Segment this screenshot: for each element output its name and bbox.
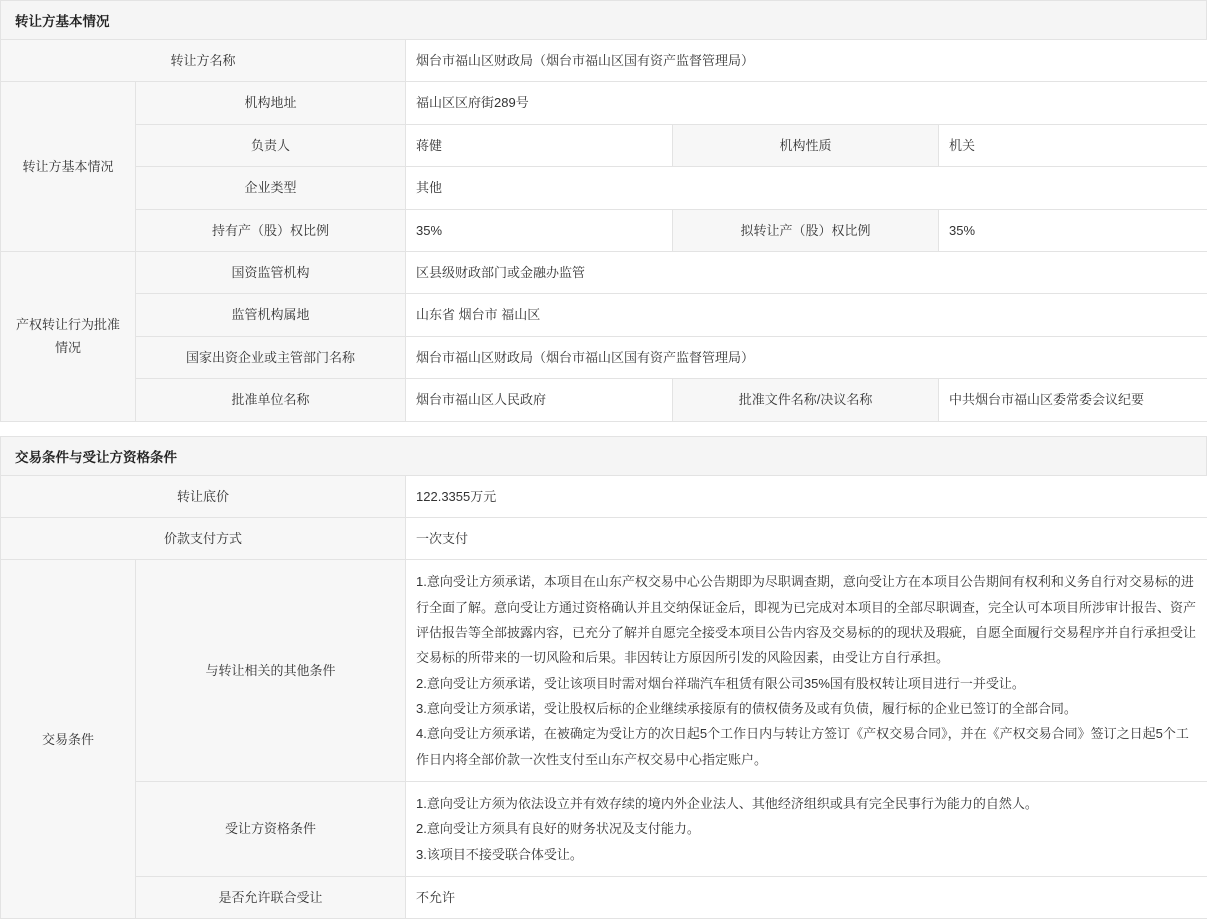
other-conditions-label: 与转让相关的其他条件 <box>136 560 406 782</box>
hold-ratio-label: 持有产（股）权比例 <box>136 209 406 251</box>
section-header-transferor: 转让方基本情况 <box>0 0 1207 39</box>
state-supervisor-label: 国资监管机构 <box>136 251 406 293</box>
table-row <box>1 877 1207 919</box>
condition-item: 4.意向受让方须承诺，在被确定为受让方的次日起5个工作日内与转让方签订《产权交易合同》，并在《产权交易合同》签订之日起5个工作日内将全部价款一次性支付至山东产权交易中心指定账户。 <box>416 721 1197 772</box>
trade-conditions-table <box>0 475 1207 919</box>
hold-ratio-value: 35% <box>406 209 673 251</box>
table-row <box>1 209 1207 251</box>
group-transferor-basic: 转让方基本情况 <box>1 82 136 252</box>
table-row <box>1 517 1207 559</box>
org-address-label: 机构地址 <box>136 82 406 124</box>
transferor-name-label: 转让方名称 <box>1 40 406 82</box>
section-header-trade-conditions: 交易条件与受让方资格条件 <box>0 436 1207 475</box>
enterprise-type-value: 其他 <box>406 167 1207 209</box>
qualification-value <box>406 782 1207 877</box>
table-row <box>1 336 1207 378</box>
approval-doc-label: 批准文件名称/决议名称 <box>673 379 939 421</box>
group-approval-status: 产权转让行为批准情况 <box>1 251 136 421</box>
principal-label: 负责人 <box>136 124 406 166</box>
enterprise-type-label: 企业类型 <box>136 167 406 209</box>
supervisor-area-value: 山东省 烟台市 福山区 <box>406 294 1207 336</box>
approval-doc-value: 中共烟台市福山区委常委会议纪要 <box>939 379 1207 421</box>
qualification-item: 2.意向受让方须具有良好的财务状况及支付能力。 <box>416 816 1197 841</box>
table-row <box>1 294 1207 336</box>
table-row <box>1 475 1207 517</box>
org-nature-label: 机构性质 <box>673 124 939 166</box>
joint-transfer-value: 不允许 <box>406 877 1207 919</box>
org-nature-value: 机关 <box>939 124 1207 166</box>
table-row <box>1 167 1207 209</box>
table-row <box>1 40 1207 82</box>
state-supervisor-value: 区县级财政部门或金融办监管 <box>406 251 1207 293</box>
approval-unit-value: 烟台市福山区人民政府 <box>406 379 673 421</box>
approval-unit-label: 批准单位名称 <box>136 379 406 421</box>
table-row <box>1 251 1207 293</box>
condition-item: 2.意向受让方须承诺，受让该项目时需对烟台祥瑞汽车租赁有限公司35%国有股权转让项目进行一并受让。 <box>416 671 1197 696</box>
base-price-value: 122.3355万元 <box>406 475 1207 517</box>
table-row <box>1 82 1207 124</box>
condition-item: 3.意向受让方须承诺，受让股权后标的企业继续承接原有的债权债务及或有负债，履行标的企业已签订的全部合同。 <box>416 696 1197 721</box>
state-enterprise-label: 国家出资企业或主管部门名称 <box>136 336 406 378</box>
payment-method-label: 价款支付方式 <box>1 517 406 559</box>
condition-item: 1.意向受让方须承诺，本项目在山东产权交易中心公告期即为尽职调查期，意向受让方在本项目公告期间有权利和义务自行对交易标的进行全面了解。意向受让方通过资格确认并且交纳保证金后，即视为已完成对本项目的全部尽职调查，完全认可本项目所涉审计报告、资产评估报告等全部披露内容，已充分了解并自愿完全接受本项目公告内容及交易标的的现状及瑕疵，自愿全面履行交易程序并自行承担受让交易标的所带来的一切风险和后果。非因转让方原因所引发的风险因素，由受让方自行承担。 <box>416 569 1197 670</box>
transfer-ratio-value: 35% <box>939 209 1207 251</box>
other-conditions-value <box>406 560 1207 782</box>
qualification-item: 3.该项目不接受联合体受让。 <box>416 842 1197 867</box>
table-row <box>1 560 1207 782</box>
joint-transfer-label: 是否允许联合受让 <box>136 877 406 919</box>
principal-value: 蒋健 <box>406 124 673 166</box>
table-row <box>1 124 1207 166</box>
supervisor-area-label: 监管机构属地 <box>136 294 406 336</box>
payment-method-value: 一次支付 <box>406 517 1207 559</box>
group-trade-conditions: 交易条件 <box>1 560 136 919</box>
table-row <box>1 782 1207 877</box>
qualification-label: 受让方资格条件 <box>136 782 406 877</box>
transferor-name-value: 烟台市福山区财政局（烟台市福山区国有资产监督管理局） <box>406 40 1207 82</box>
qualification-item: 1.意向受让方须为依法设立并有效存续的境内外企业法人、其他经济组织或具有完全民事行为能力的自然人。 <box>416 791 1197 816</box>
state-enterprise-value: 烟台市福山区财政局（烟台市福山区国有资产监督管理局） <box>406 336 1207 378</box>
base-price-label: 转让底价 <box>1 475 406 517</box>
table-row <box>1 379 1207 421</box>
transferor-table <box>0 39 1207 422</box>
org-address-value: 福山区区府街289号 <box>406 82 1207 124</box>
transfer-ratio-label: 拟转让产（股）权比例 <box>673 209 939 251</box>
section-divider <box>0 422 1207 436</box>
